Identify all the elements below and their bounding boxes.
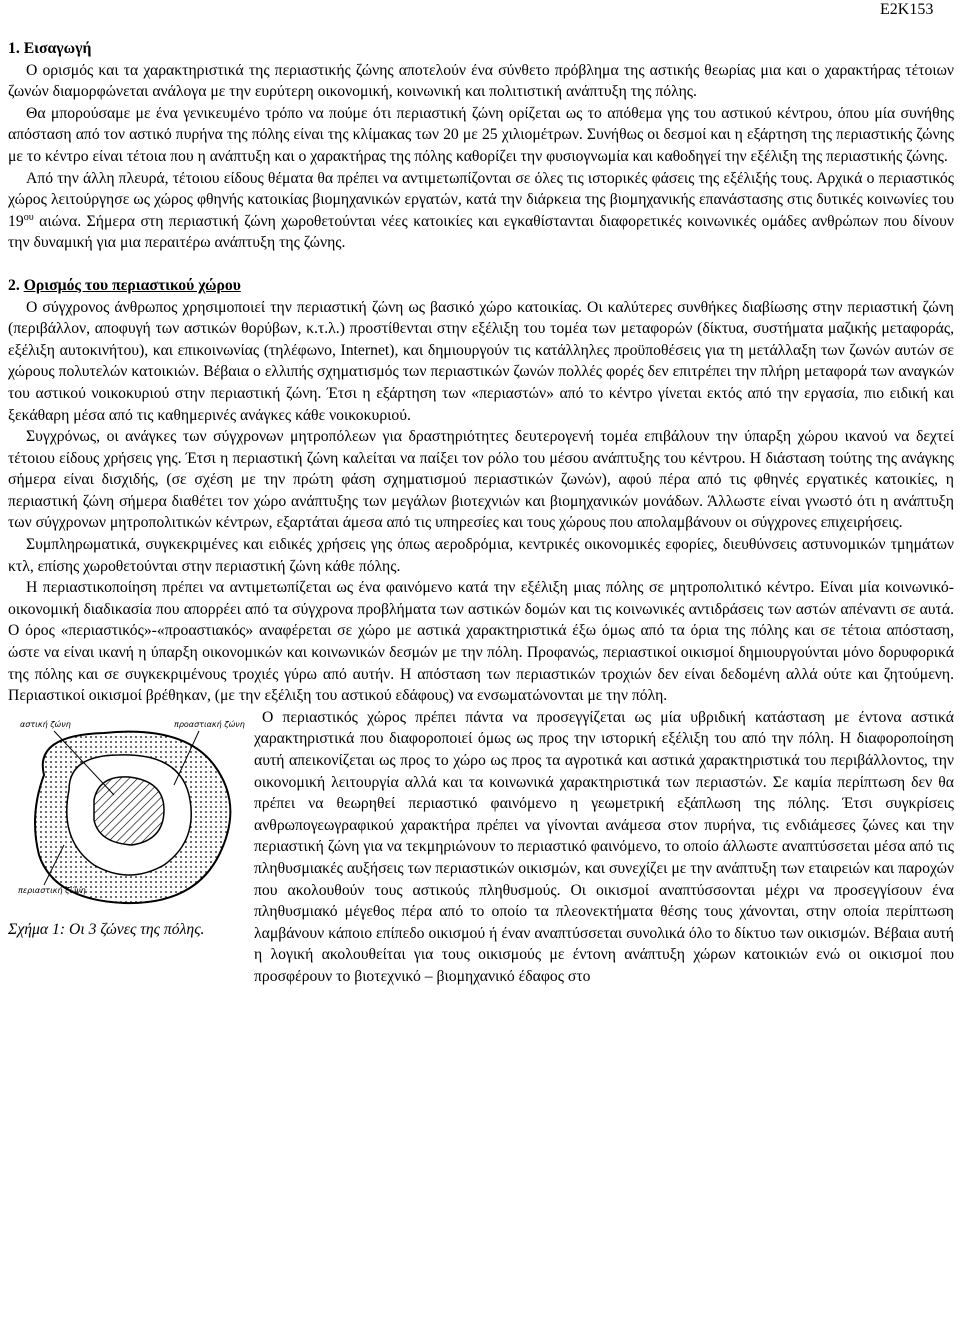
section-2-paragraph: Συγχρόνως, οι ανάγκες των σύγχρονων μητροπόλεων για δραστηριότητες δευτερογενή τομέα επιβάλουν την ύπαρξη χώρου ικανού να δεχτεί τέτοιου είδους χρήσεις γης. Έτσι η περιαστική ζώνη καλείται να παίξει τον ρόλο του μέσου ανάπτυξης του κέντρου. Η διάσταση τούτης της ανάγκης σήμερα είναι δισχιδής, (σε σχέση με την πρώτη φάση σχηματισμού περιαστικών ζωνών), αφού πέρα από τις φθηνές εργατικές κατοικίες, η περιαστική ζώνη σήμερα διαθέτει τον χώρο ανάπτυξης των μεγάλων βιοτεχνιών και βιομηχανικών μονάδων. Άλλωστε είναι γνωστό ότι η ανάπτυξη των σύγχρονων μητροπολιτικών κέντρων, εξαρτάται άμεσα από τις υπηρεσίες και τους χώρους που απολαμβάνουν οι σύγχρονες επιχειρήσεις. — [8, 428, 954, 532]
section-2-number: 2. — [8, 276, 20, 294]
diagram-label: προαστιακή ζώνη — [174, 719, 245, 729]
section-1-paragraph: Θα μπορούσαμε με ένα γενικευμένο τρόπο να πούμε ότι περιαστική ζώνη ορίζεται ως το απόθεμα γης του αστικού κέντρου, όπου μία συνήθης απόσταση από τον αστικό πυρήνα της πόλης είναι της κλίμακας των 20 με 25 χιλιομέτρων. Συνήθως οι δεσμοί και η εξάρτηση της περιαστικής ζώνης με το κέντρο είναι τέτοια που η ανάπτυξη και ο χαρακτήρας της πόλης καθορίζει την φυσιογνωμία και καθοδηγεί την εξέλιξη της περιαστικής ζώνης. — [8, 104, 954, 165]
paragraph-text: αιώνα. Σήμερα στη περιαστική ζώνη χωροθετούνται νέες κατοικίες και εγκαθίστανται διαφορετικές κοινωνικές ομάδες ανθρώπων που δίνουν την δυναμική για μια περαιτέρω ανάπτυξη της ζώνης. — [8, 212, 954, 252]
section-1-paragraph-3 — [8, 168, 954, 254]
document-body — [8, 38, 954, 997]
section-2-paragraph: Συμπληρωματικά, συγκεκριμένες και ειδικές χρήσεις γης όπως αεροδρόμια, κεντρικές οικονομικές εφορίες, διευθύνσεις αστυνομικών τμημάτων κτλ, επίσης χωροθετούνται στην περιαστική ζώνη κάθε πόλης. — [8, 536, 954, 575]
wrapped-paragraph: Ο περιαστικός χώρος πρέπει πάντα να προσεγγίζεται ως μία υβριδική κατάσταση με έντονα αστικά χαρακτηριστικά που διαφοροποιεί όμως ως προς την ιστορική εξέλιξη του από την πόλη. Η διαφοροποίηση αυτή απεικονίζεται ως προς το χώρο ως προς τα αγροτικά και αστικά χαρακτηριστικά του περιβάλλοντος, την οικονομική λειτουργία αλλά και τα κοινωνικά χαρακτηριστικά των περιαστών. Σε καμία περίπτωση δεν θα πρέπει να θεωρηθεί περιαστικό φαινόμενο η γεωμετρική εξάπλωση της πόλης. Έτσι συγκρίσεις ανθρωπογεωγραφικού χαρακτήρα πρέπει να γίνονται ανάμεσα στον πυρήνα, τις ενδιάμεσες ζώνες και την περιαστική ζώνη για να τεκμηριώνουν το περιαστικό φαινόμενο, το οποίο άλλωστε αναπτύσσεται μέσα από τις πληθυσμιακές αυξήσεις των περιαστικών οικισμών, και συνεχίζει με την ανάπτυξη των εταιρειών και παροχών που ακολουθούν τους αστικούς πληθυσμούς. Οι οικισμοί αναπτύσσονται μέχρι να προσεγγίσουν ένα πληθυσμιακό μέγεθος πέρα από το οποίο τα πλεονεκτήματα θέσης τους χάνονται, στην οποία περίπτωση λαμβάνουν κάποιο επίπεδο οικισμού ή έναν αναπτύσσεται συνολικά όλο το δίκτυο των οικισμών. Βέβαια αυτή η λογική ακολουθείται για τους οικισμούς με έντονη ανάπτυξη χώρων κατοικιών ενώ οι οικισμοί που προσφέρουν το βιοτεχνικό – βιομηχανικό έδαφος στο — [254, 708, 954, 985]
superscript: ου — [23, 211, 34, 223]
figure-1 — [8, 707, 250, 997]
city-zones-diagram — [14, 715, 250, 915]
page-code: E2K153 — [880, 1, 934, 18]
inner-zone — [94, 777, 164, 845]
section-2-heading — [8, 275, 954, 297]
figure-caption: Σχήμα 1: Οι 3 ζώνες της πόλης. — [8, 920, 205, 938]
section-2-title: Ορισμός του περιαστικού χώρου — [23, 276, 241, 294]
section-2-paragraph: Ο σύγχρονος άνθρωπος χρησιμοποιεί την περιαστική ζώνη ως βασικό χώρο κατοικίας. Οι καλύτερες συνθήκες διαβίωσης στην περιαστική ζώνη (περιβάλλον, αποφυγή των αστικών θορύβων, κ.τ.λ.) προστίθενται στην εξέλιξη του τομέα των μεταφορών (δίκτυα, συστήματα μαζικής μεταφοράς, εξέλιξη αυτοκινήτου), και επικοινωνίας (τηλέφωνο, Internet), και δημιουργούν τις κατάλληλες προϋποθέσεις για τη μετάλλαξη των ζωνών αυτών σε χώρους πολυτελών κατοικιών. Βέβαια ο ελλιπής σχηματισμός των περιαστικών ζωνών πολλές φορές δεν επιτρέπει την πλήρη μεταφορά των αναγκών του αστικού νοικοκυριού στην περιαστική ζώνη. Έτσι η εξάρτηση των «περιαστών» από το κέντρο γίνεται εκτός από την εργασία, πιο ειδική και ξεκάθαρη μέσα από τις καθημερινές ανάγκες κάθε νοικοκυριού. — [8, 298, 954, 424]
figure-row — [8, 707, 954, 988]
section-2-paragraph: Η περιαστικοποίηση πρέπει να αντιμετωπίζεται ως ένα φαινόμενο κατά την εξέλιξη μιας πόλης σε μητροπολιτικό κέντρο. Είναι μία κοινωνικό-οικονομική διαδικασία που απορρέει από τα σύγχρονα προβλήματα των αστικών δομών και τις κοινωνικές αντιδράσεις των αστών απέναντι σε αυτά. Ο όρος «περιαστικός»-«προαστιακός» αναφέρεται σε χώρο με αστικά χαρακτηριστικά έξω όμως από τα όρια της πόλης και σε τέτοια απόσταση, ώστε να είναι ικανή η ύπαρξη οικονομικών και κοινωνικών δεσμών με την πόλη. Προφανώς, περιαστικοί οικισμοί δημιουργούνται μόνο δορυφορικά της πόλης και σε συγκεκριμένους τροχιές γύρω από αυτήν. Η απόσταση των περιαστικών τροχιών δεν είναι δεδομένη αλλά ούτε και ζητούμενη. Περιαστικοί οικισμοί βρέθηκαν, (με την εξέλιξη του αστικού εδάφους) να ενσωματώνονται με την πόλη. — [8, 579, 954, 705]
section-1-heading: 1. Εισαγωγή — [8, 40, 92, 57]
section-1-paragraph: Ο ορισμός και τα χαρακτηριστικά της περιαστικής ζώνης αποτελούν ένα σύνθετο πρόβλημα της αστικής θεωρίας μια και ο χαρακτήρας τέτοιων ζωνών διαμορφώνεται ανάλογα με την ευρύτερη οικονομική, κοινωνική και πολιτιστική ανάπτυξη της πόλης. — [8, 61, 954, 101]
paragraph-text: Από την άλλη πλευρά, τέτοιου είδους θέματα θα πρέπει να αντιμετωπίζονται σε όλες τις ιστορικές φάσεις της εξέλιξής τους. Αρχικά ο περιαστικός χώρος λειτούργησε ως χώρος φθηνής κατοικίας βιομηχανικών εργατών, κατά την διάρκεια της βιομηχανικής επανάστασης στις δυτικές κοινωνίες του 19 — [8, 169, 954, 230]
diagram-label: αστική ζώνη — [20, 719, 71, 729]
diagram-label: περιαστική ζώνη — [18, 885, 86, 895]
